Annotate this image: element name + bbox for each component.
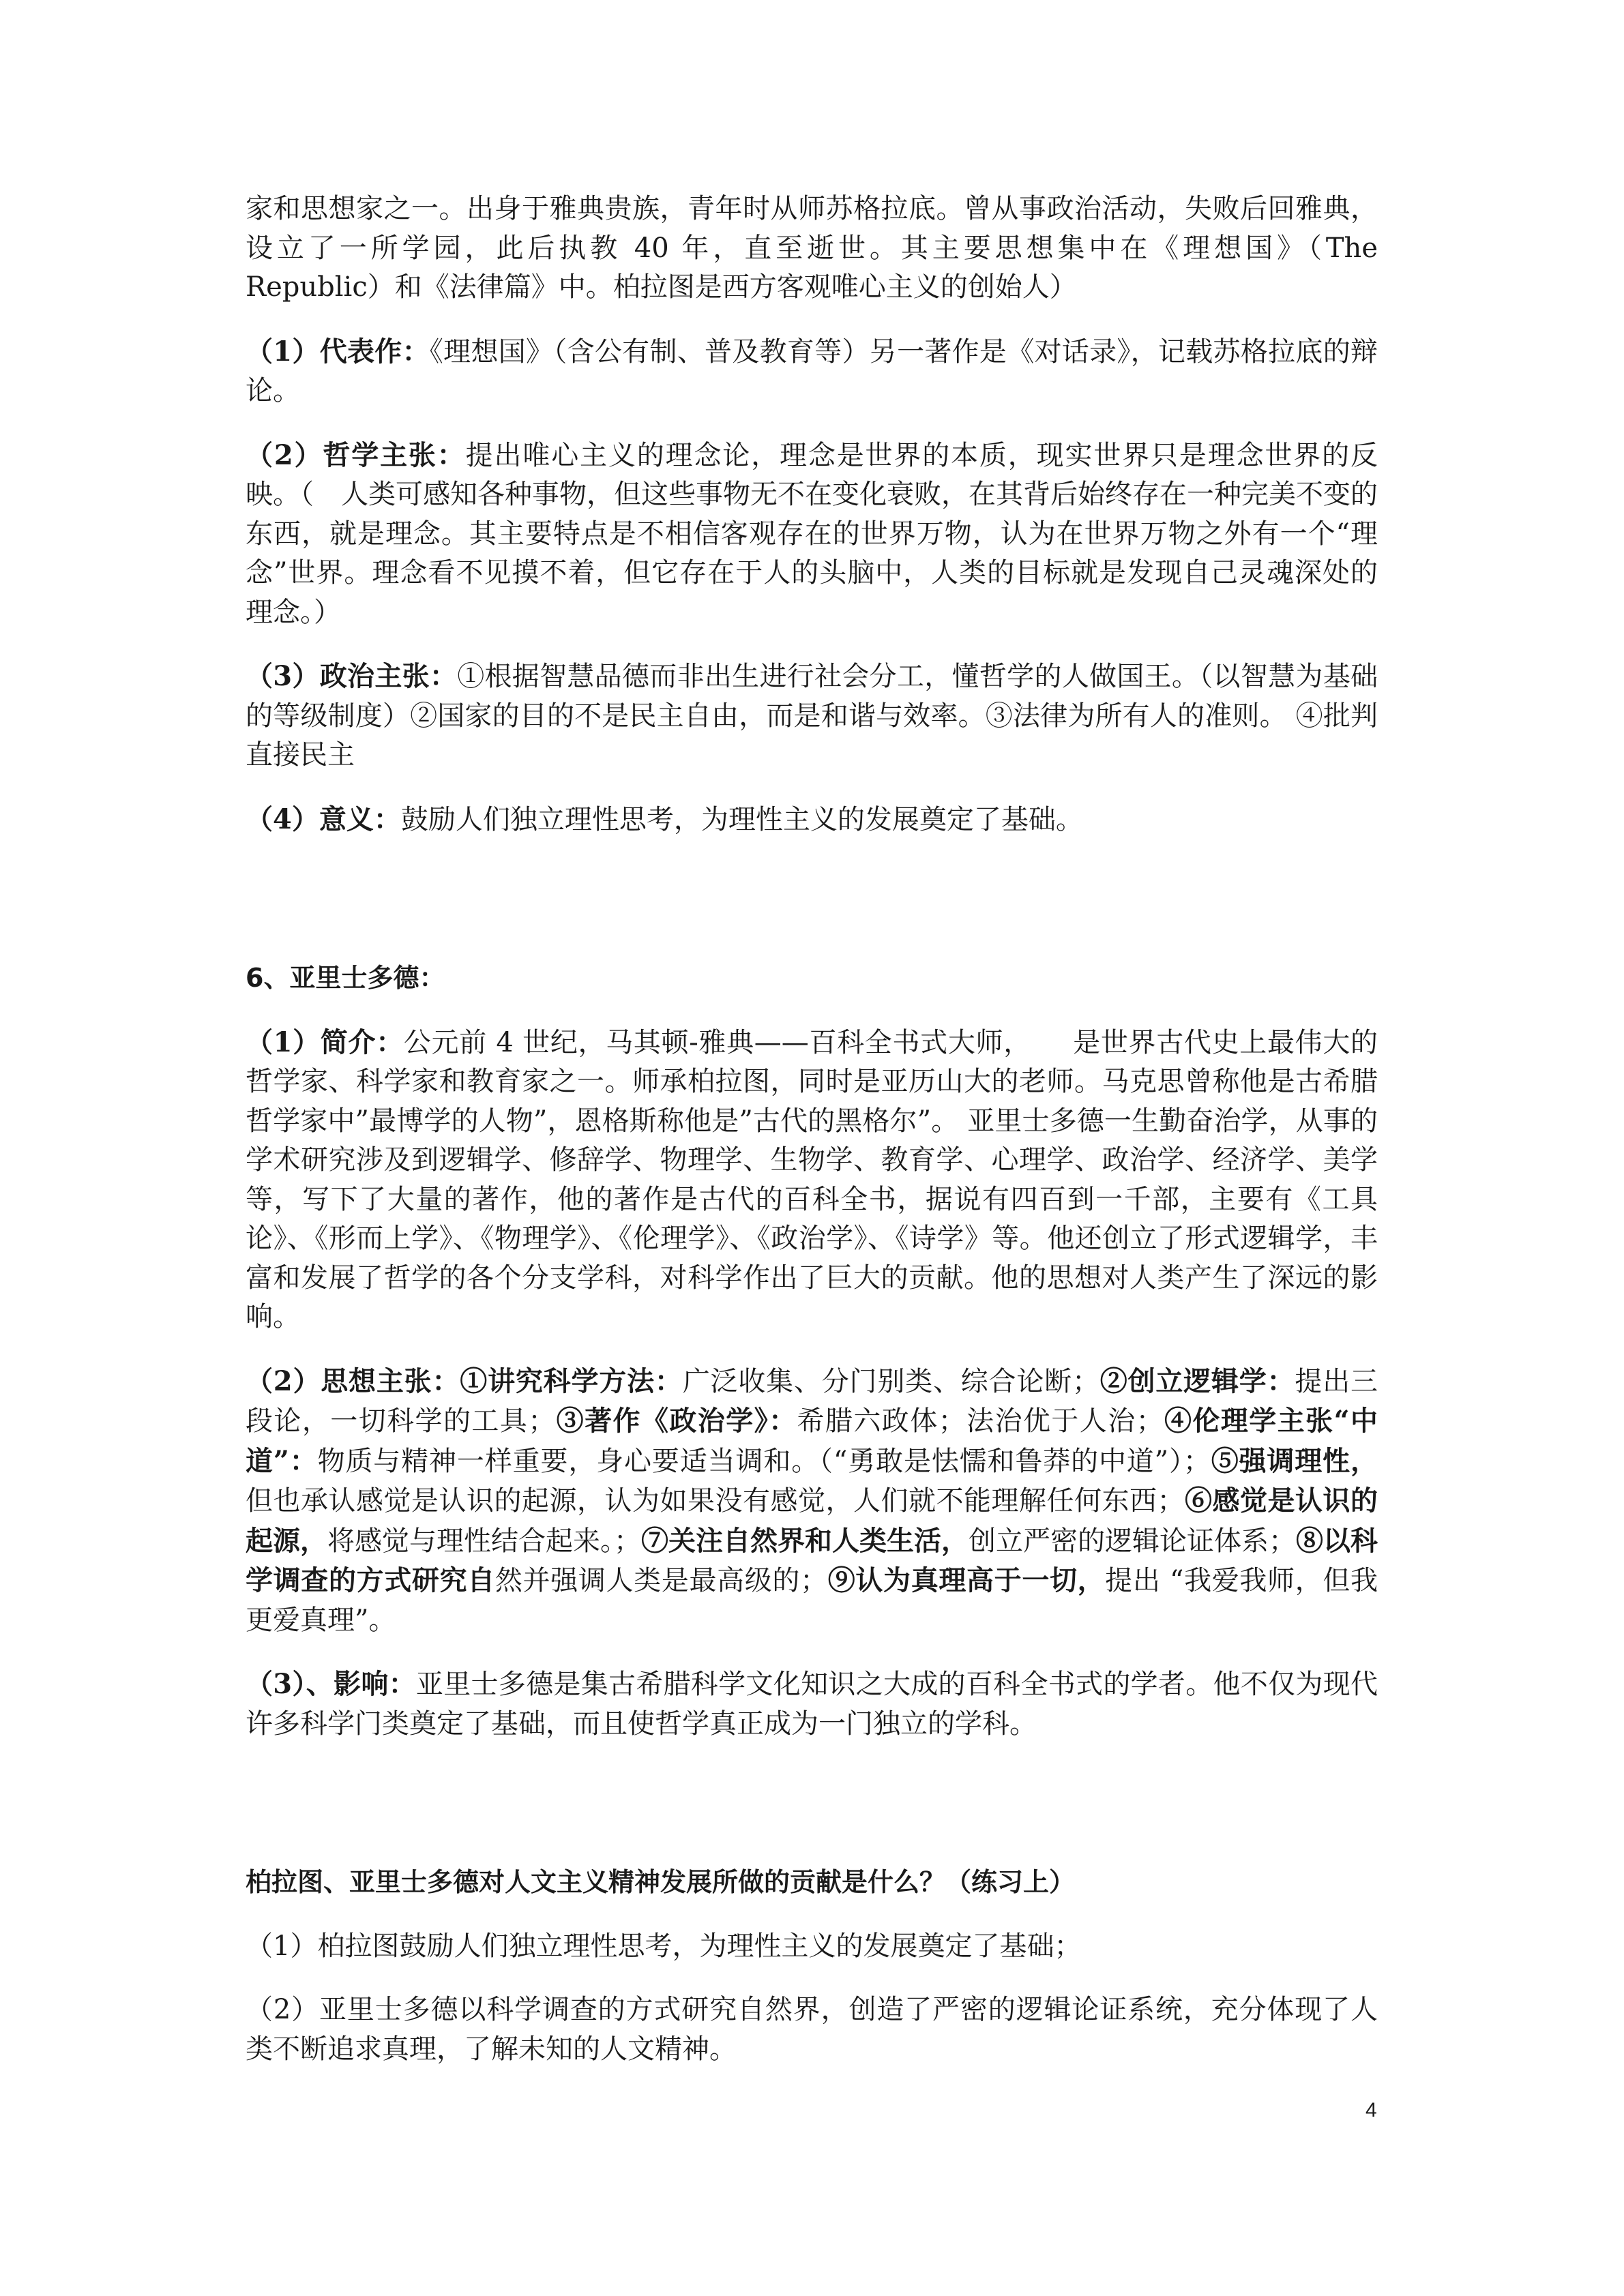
plato-philosophy-label: （2）哲学主张： <box>246 438 466 471</box>
aristotle-influence-text: 亚里士多德是集古希腊科学文化知识之大成的百科全书式的学者。他不仅为现代许多科学门类奠定了基础，而且使哲学真正成为一门独立的学科。 <box>246 1669 1378 1740</box>
thought-9-title: ⑨认为真理高于一切， <box>827 1564 1106 1596</box>
plato-politics-paragraph <box>246 657 1378 775</box>
aristotle-intro-paragraph <box>246 1023 1378 1337</box>
page-content <box>246 190 1378 2069</box>
plato-philosophy-text: 提出唯心主义的理念论，理念是世界的本质，现实世界只是理念世界的反映。（ 人类可感知各种事物，但这些事物无不在变化衰败，在其背后始终存在一种完美不变的东西，就是理念。其主要特点是不相信客观存在的世界万物，认为在世界万物之外有一个“理念”世界。理念看不见摸不着，但它存在于人的头脑中，人类的目标就是发现自己灵魂深处的理念。） <box>246 439 1378 628</box>
thought-3-text: 希腊六政体；法治优于人治； <box>797 1405 1164 1437</box>
answer-1-paragraph: （1）柏拉图鼓励人们独立理性思考，为理性主义的发展奠定了基础； <box>246 1930 1082 1962</box>
thought-2-text: 提出三段论，一切科学的工具； <box>246 1365 1378 1437</box>
thought-4-title: ④伦理学主张“中道”： <box>246 1405 1378 1477</box>
answer-2-paragraph: （2）亚里士多德以科学调查的方式研究自然界，创造了严密的逻辑论证系统，充分体现了人类不断追求真理，了解未知的人文精神。 <box>246 1994 1378 2065</box>
plato-works-label: （1）代表作： <box>246 335 430 368</box>
plato-politics-label: （3）政治主张： <box>246 660 458 692</box>
thought-4-text: 物质与精神一样重要，身心要适当调和。（“勇敢是怯懦和鲁莽的中道”）； <box>317 1445 1211 1477</box>
aristotle-thought-label: （2）思想主张： <box>246 1365 460 1397</box>
thought-5-title: ⑤强调理性， <box>1210 1444 1378 1477</box>
thought-6-text: 将感觉与理性结合起来。； <box>327 1525 641 1557</box>
thought-3-title: ③著作《政治学》： <box>555 1405 797 1437</box>
thought-7-title: ⑦关注自然界和人类生活， <box>641 1524 969 1557</box>
plato-works-text: 《理想国》（含公有制、普及教育等）另一著作是《对话录》，记载苏格拉底的辩论。 <box>246 336 1378 406</box>
aristotle-thought-paragraph <box>246 1362 1378 1641</box>
aristotle-influence-label: （3）、影响： <box>246 1668 416 1700</box>
thought-1-text: 广泛收集、分门别类、综合论断； <box>682 1365 1099 1397</box>
aristotle-intro-label: （1）简介： <box>246 1026 404 1058</box>
aristotle-intro-text: 公元前 4 世纪，马其顿-雅典——百科全书式大师， 是世界古代史上最伟大的哲学家、科学家和教育家之一。师承柏拉图，同时是亚历山大的老师。马克思曾称他是古希腊哲学家中”最博学的人物”，恩格斯称他是”古代的黑格尔”。 亚里士多德一生勤奋治学，从事的学术研究涉及到逻辑学、修辞学、物理学、生物学、教育学、心理学、政治学、经济学、美学等，写下了大量的著作，他的著作是古代的百科全书，据说有四百到一千部，主要有《工具论》、《形而上学》、《物理学》、《伦理学》、《政治学》、《诗学》等。他还创立了形式逻辑学，丰富和发展了哲学的各个分支学科，对科学作出了巨大的贡献。他的思想对人类产生了深远的影响。 <box>246 1026 1378 1332</box>
thought-8-text: 然并强调人类是最高级的； <box>494 1565 828 1596</box>
question-heading: 柏拉图、亚里士多德对人文主义精神发展所做的贡献是什么？（练习上） <box>246 1867 1076 1897</box>
plato-philosophy-paragraph <box>246 436 1378 633</box>
thought-7-text: 创立严密的逻辑论证体系； <box>969 1525 1296 1557</box>
plato-politics-text: ①根据智慧品德而非出生进行社会分工，懂哲学的人做国王。（以智慧为基础的等级制度）②国家的目的不是民主自由，而是和谐与效率。③法律为所有人的准则。 ④批判直接民主 <box>246 661 1378 771</box>
thought-2-title: ②创立逻辑学： <box>1099 1365 1295 1397</box>
aristotle-influence-paragraph <box>246 1665 1378 1744</box>
aristotle-heading: 6、亚里士多德： <box>246 963 445 993</box>
page-number: 4 <box>1365 2099 1377 2121</box>
thought-5-text: 但也承认感觉是认识的起源，认为如果没有感觉，人们就不能理解任何东西； <box>246 1485 1185 1517</box>
thought-9-text: 提出 “我爱我师，但我更爱真理”。 <box>246 1565 1378 1636</box>
plato-significance-label: （4）意义： <box>246 803 401 835</box>
plato-works-paragraph <box>246 332 1378 411</box>
plato-intro-paragraph: 家和思想家之一。出身于雅典贵族，青年时从师苏格拉底。曾从事政治活动，失败后回雅典，设立了一所学园，此后执教 40 年，直至逝世。其主要思想集中在《理想国》（The Republic）和《法律篇》中。柏拉图是西方客观唯心主义的创始人） <box>246 193 1378 303</box>
thought-6-title: ⑥感觉是认识的起源， <box>246 1485 1378 1557</box>
thought-1-title: ①讲究科学方法： <box>460 1365 683 1397</box>
plato-significance-paragraph <box>246 800 1378 840</box>
thought-8-title: ⑧以科学调查的方式研究自 <box>246 1524 1378 1596</box>
plato-significance-text: 鼓励人们独立理性思考，为理性主义的发展奠定了基础。 <box>400 803 1083 835</box>
